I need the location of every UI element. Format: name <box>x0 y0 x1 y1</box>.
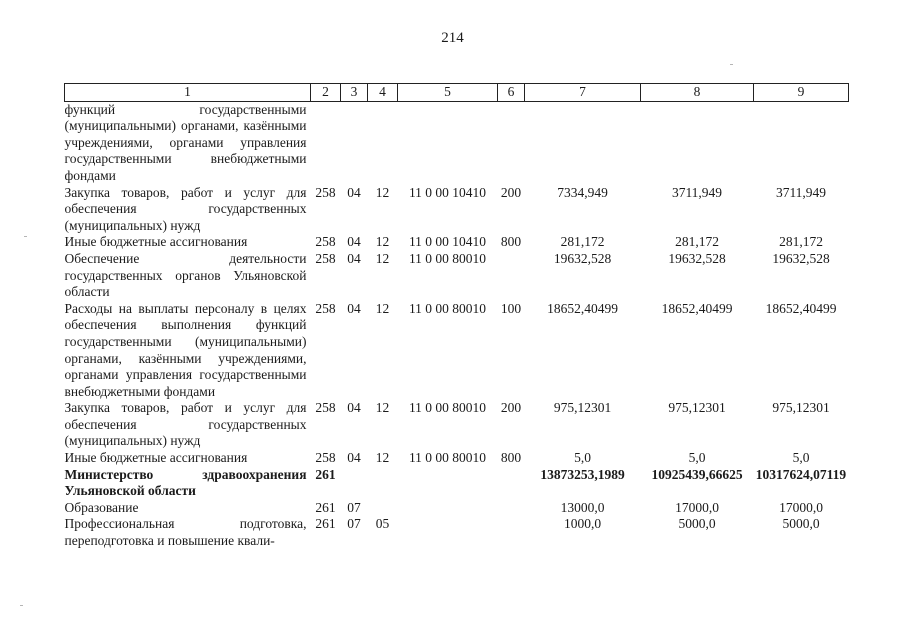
table-row <box>65 234 849 251</box>
row-amount-col8: 18652,40499 <box>661 300 733 316</box>
row-amount-col7: 19632,528 <box>553 250 612 266</box>
row-section: 04 <box>347 184 361 200</box>
row-target-article: 11 0 00 80010 <box>408 400 487 416</box>
row-target-article <box>398 101 498 184</box>
row-code-ministry: 258 <box>315 450 336 466</box>
row-code-ministry: 258 <box>315 234 336 250</box>
row-code-ministry: 258 <box>315 184 336 200</box>
col-header-2: 2 <box>311 84 341 102</box>
row-section <box>341 101 368 184</box>
row-subsection: 12 <box>375 184 390 200</box>
row-amount-col7 <box>525 101 641 184</box>
table-row <box>65 251 849 301</box>
row-target-article <box>398 467 498 500</box>
table-row <box>65 500 849 517</box>
row-name: Закупка товаров, работ и услуг для обеспечения государственных (муниципальных) нужд <box>64 400 307 449</box>
scan-speck <box>24 236 27 237</box>
row-code-ministry: 258 <box>315 250 336 266</box>
row-amount-col8: 10925439,66625 <box>651 466 743 482</box>
row-target-article: 11 0 00 80010 <box>408 300 487 316</box>
row-amount-col8: 281,172 <box>675 234 719 250</box>
row-amount-col7: 5,0 <box>574 450 591 466</box>
col-header-4: 4 <box>368 84 398 102</box>
row-subsection <box>368 467 398 500</box>
col-header-1: 1 <box>65 84 311 102</box>
row-amount-col9: 975,12301 <box>772 400 830 416</box>
row-section: 04 <box>347 250 361 266</box>
budget-table <box>64 83 849 550</box>
row-amount-col7: 7334,949 <box>557 184 608 200</box>
row-amount-col7: 13873253,1989 <box>540 466 625 482</box>
row-subsection: 12 <box>375 450 390 466</box>
row-amount-col7: 1000,0 <box>563 516 602 532</box>
row-subsection: 12 <box>375 400 390 416</box>
row-name: Обеспечение деятельности государственных органов Ульяновской области <box>64 250 307 300</box>
row-amount-col9 <box>754 101 849 184</box>
row-target-article: 11 0 00 80010 <box>408 450 487 466</box>
row-subsection: 12 <box>375 300 390 316</box>
row-name: Закупка товаров, работ и услуг для обеспечения государственных (муниципальных) нужд <box>64 184 307 233</box>
table-row <box>65 516 849 549</box>
row-name: Министерство здравоохранения Ульяновской области <box>64 466 307 499</box>
col-header-5: 5 <box>398 84 498 102</box>
row-amount-col7: 975,12301 <box>553 400 612 416</box>
row-amount-col8: 17000,0 <box>675 499 719 515</box>
row-expense-type: 100 <box>500 300 522 316</box>
table-row <box>65 101 849 184</box>
col-header-8: 8 <box>641 84 754 102</box>
col-header-9: 9 <box>754 84 849 102</box>
row-name: Профессиональная подготовка, переподготовка и повышение квали- <box>64 516 307 549</box>
row-section: 04 <box>347 400 361 416</box>
row-expense-type <box>498 101 525 184</box>
row-target-article: 11 0 00 10410 <box>408 184 487 200</box>
row-expense-type <box>498 467 525 500</box>
row-amount-col9: 19632,528 <box>772 250 830 266</box>
row-amount-col9: 281,172 <box>779 234 823 250</box>
row-amount-col8 <box>641 101 754 184</box>
row-amount-col9: 10317624,07119 <box>755 466 847 482</box>
row-amount-col9: 3711,949 <box>775 184 827 200</box>
row-expense-type <box>498 251 525 301</box>
row-expense-type: 200 <box>500 400 522 416</box>
row-amount-col9: 5,0 <box>792 450 810 466</box>
row-expense-type: 800 <box>500 234 522 250</box>
page-number: 214 <box>441 30 464 46</box>
table-row <box>65 301 849 401</box>
row-amount-col9: 17000,0 <box>779 499 823 515</box>
row-code-ministry <box>311 101 341 184</box>
row-expense-type <box>498 500 525 517</box>
row-amount-col9: 18652,40499 <box>765 300 837 316</box>
row-code-ministry: 258 <box>315 300 336 316</box>
row-target-article: 11 0 00 10410 <box>408 234 487 250</box>
table-row <box>65 450 849 467</box>
row-code-ministry: 258 <box>315 400 336 416</box>
row-name: Расходы на выплаты персоналу в целях обеспечения выполнения функций государственными (муниципальными) органами, казёнными учреждениями, органами управления государственными внебюджетными фондами <box>64 300 307 399</box>
row-section: 04 <box>347 234 361 250</box>
row-amount-col7: 18652,40499 <box>547 300 618 316</box>
row-amount-col8: 5000,0 <box>678 516 716 532</box>
row-subsection: 05 <box>375 516 390 532</box>
row-expense-type: 200 <box>500 184 522 200</box>
col-header-3: 3 <box>341 84 368 102</box>
scan-speck <box>20 605 23 606</box>
col-header-6: 6 <box>498 84 525 102</box>
row-name: функций государственными (муниципальными) органами, казёнными учреждениями, органами управления государственными внебюджетными фондами <box>64 101 307 183</box>
row-amount-col7: 281,172 <box>560 234 605 250</box>
table-row <box>65 467 849 500</box>
row-expense-type <box>498 516 525 549</box>
row-name: Иные бюджетные ассигнования <box>64 450 248 466</box>
row-amount-col8: 5,0 <box>688 450 706 466</box>
row-amount-col8: 19632,528 <box>668 250 726 266</box>
row-subsection <box>368 101 398 184</box>
row-name: Иные бюджетные ассигнования <box>64 234 248 250</box>
table-row <box>65 400 849 450</box>
row-target-article <box>398 500 498 517</box>
row-target-article <box>398 516 498 549</box>
row-expense-type: 800 <box>500 450 522 466</box>
table-row <box>65 185 849 235</box>
row-subsection: 12 <box>375 250 390 266</box>
row-amount-col9: 5000,0 <box>782 516 820 532</box>
row-subsection <box>368 500 398 517</box>
row-code-ministry: 261 <box>315 516 336 532</box>
row-target-article: 11 0 00 80010 <box>408 250 487 266</box>
row-section: 04 <box>347 300 361 316</box>
row-code-ministry: 261 <box>315 466 336 482</box>
header-row <box>65 84 849 102</box>
row-amount-col8: 3711,949 <box>671 184 723 200</box>
row-amount-col8: 975,12301 <box>668 400 726 416</box>
row-name: Образование <box>64 499 139 515</box>
row-amount-col7: 13000,0 <box>560 499 605 515</box>
row-subsection: 12 <box>375 234 390 250</box>
col-header-7: 7 <box>525 84 641 102</box>
row-section: 04 <box>347 450 361 466</box>
row-section: 07 <box>347 516 361 532</box>
row-section <box>341 467 368 500</box>
scan-speck <box>730 64 733 65</box>
row-section: 07 <box>347 499 361 515</box>
row-code-ministry: 261 <box>315 499 336 515</box>
